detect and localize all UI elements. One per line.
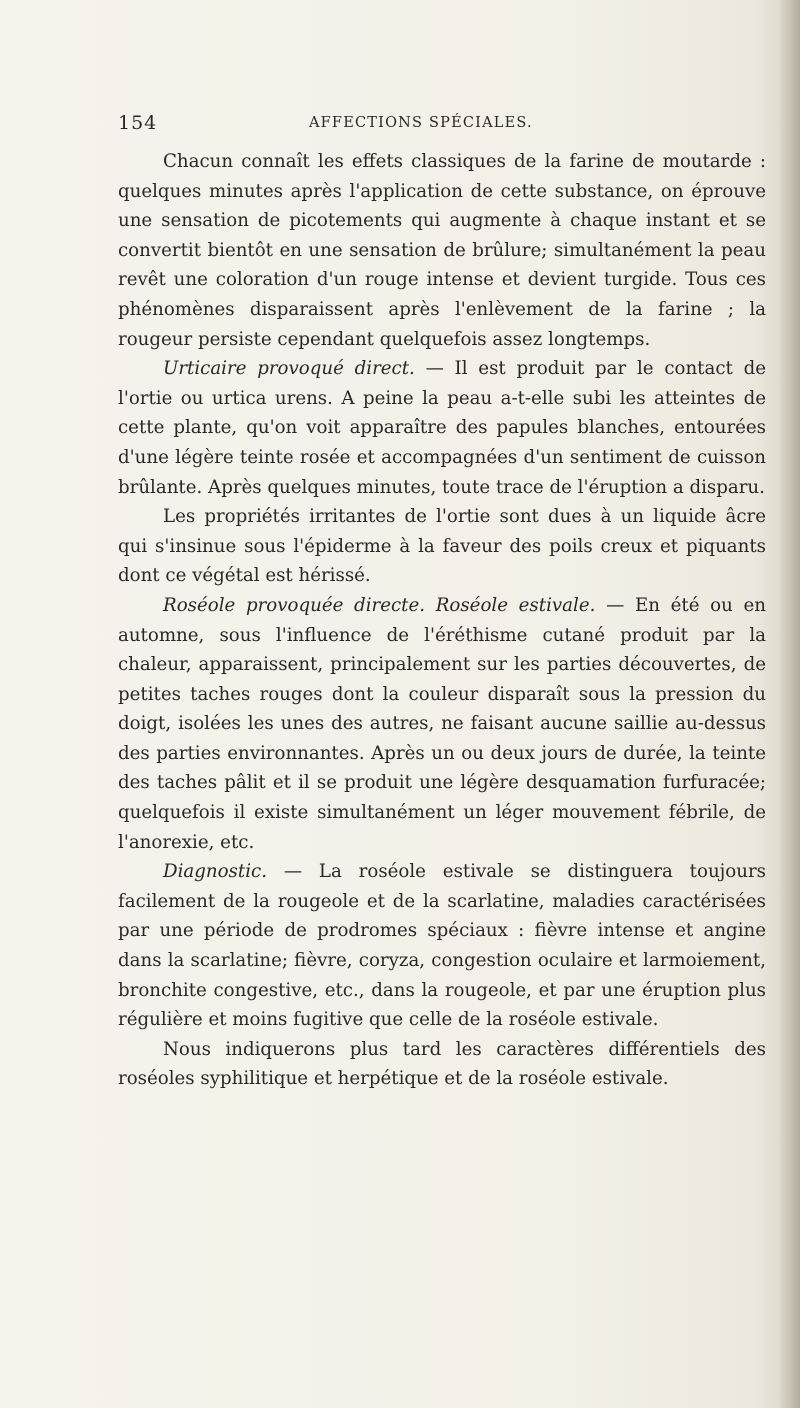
page-edge-shadow: [778, 0, 800, 1408]
page-number: 154: [118, 112, 158, 134]
paragraph-urticaire: [118, 354, 766, 502]
body-text: [118, 147, 766, 1094]
section-heading-urticaire: Urticaire provoqué direct.: [163, 358, 415, 380]
paragraph-ortie: [118, 502, 766, 591]
paragraph-moutarde: [118, 147, 766, 354]
paragraph-text: — En été ou en automne, sous l'influence de l'éréthisme cutané produit par la chaleur, apparaissent, principalement sur les parties découvertes, de petites taches rouges dont la couleur disparaît sous la pression du doigt, isolées les unes des autres, ne faisant aucune saillie au-dessus des parties environnantes. Après un ou deux jours de durée, la teinte des taches pâlit et il se produit une légère desquamation furfuracée; quelquefois il existe simultanément un léger mouvement fébrile, de l'anorexie, etc.: [118, 594, 767, 853]
paragraph-text: — Il est produit par le contact de l'ortie ou urtica urens. A peine la peau a-t-elle subi les atteintes de cette plante, qu'on voit apparaître des papules blanches, entourées d'une légère teinte rosée et accompagnées d'un sentiment de cuisson brûlante. Après quelques minutes, toute trace de l'éruption a disparu.: [118, 358, 766, 498]
section-heading-diagnostic: Diagnostic.: [163, 861, 267, 883]
paragraph-text: Les propriétés irritantes de l'ortie sont dues à un liquide âcre qui s'insinue sous l'épiderme à la faveur des poils creux et piquants dont ce végétal est hérissé.: [118, 506, 766, 587]
paragraph-text: — La roséole estivale se distinguera toujours facilement de la rougeole et de la scarlatine, maladies caractérisées par une période de prodromes spéciaux : fièvre intense et angine dans la scarlatine; fièvre, coryza, congestion oculaire et larmoiement, bronchite congestive, etc., dans la rougeole, et par une éruption plus régulière et moins fugitive que celle de la roséole estivale.: [118, 861, 766, 1031]
section-heading-roseole: Roséole provoquée directe. Roséole estivale.: [163, 594, 596, 616]
paragraph-diagnostic: [118, 857, 766, 1035]
page-header: [118, 112, 768, 142]
running-title: AFFECTIONS SPÉCIALES.: [309, 115, 533, 131]
paragraph-text: Chacun connaît les effets classiques de la farine de moutarde : quelques minutes après l'application de cette substance, on éprouve une sensation de picotements qui augmente à chaque instant et se convertit bientôt en une sensation de brûlure; simultanément la peau revêt une coloration d'un rouge intense et devient turgide. Tous ces phénomènes disparaissent après l'enlèvement de la farine ; la rougeur persiste cependant quelquefois assez longtemps.: [118, 151, 766, 350]
paragraph-conclusion: [118, 1035, 766, 1094]
paragraph-text: Nous indiquerons plus tard les caractères différentiels des roséoles syphilitique et herpétique et de la roséole estivale.: [118, 1038, 766, 1090]
paragraph-roseole: [118, 591, 766, 857]
